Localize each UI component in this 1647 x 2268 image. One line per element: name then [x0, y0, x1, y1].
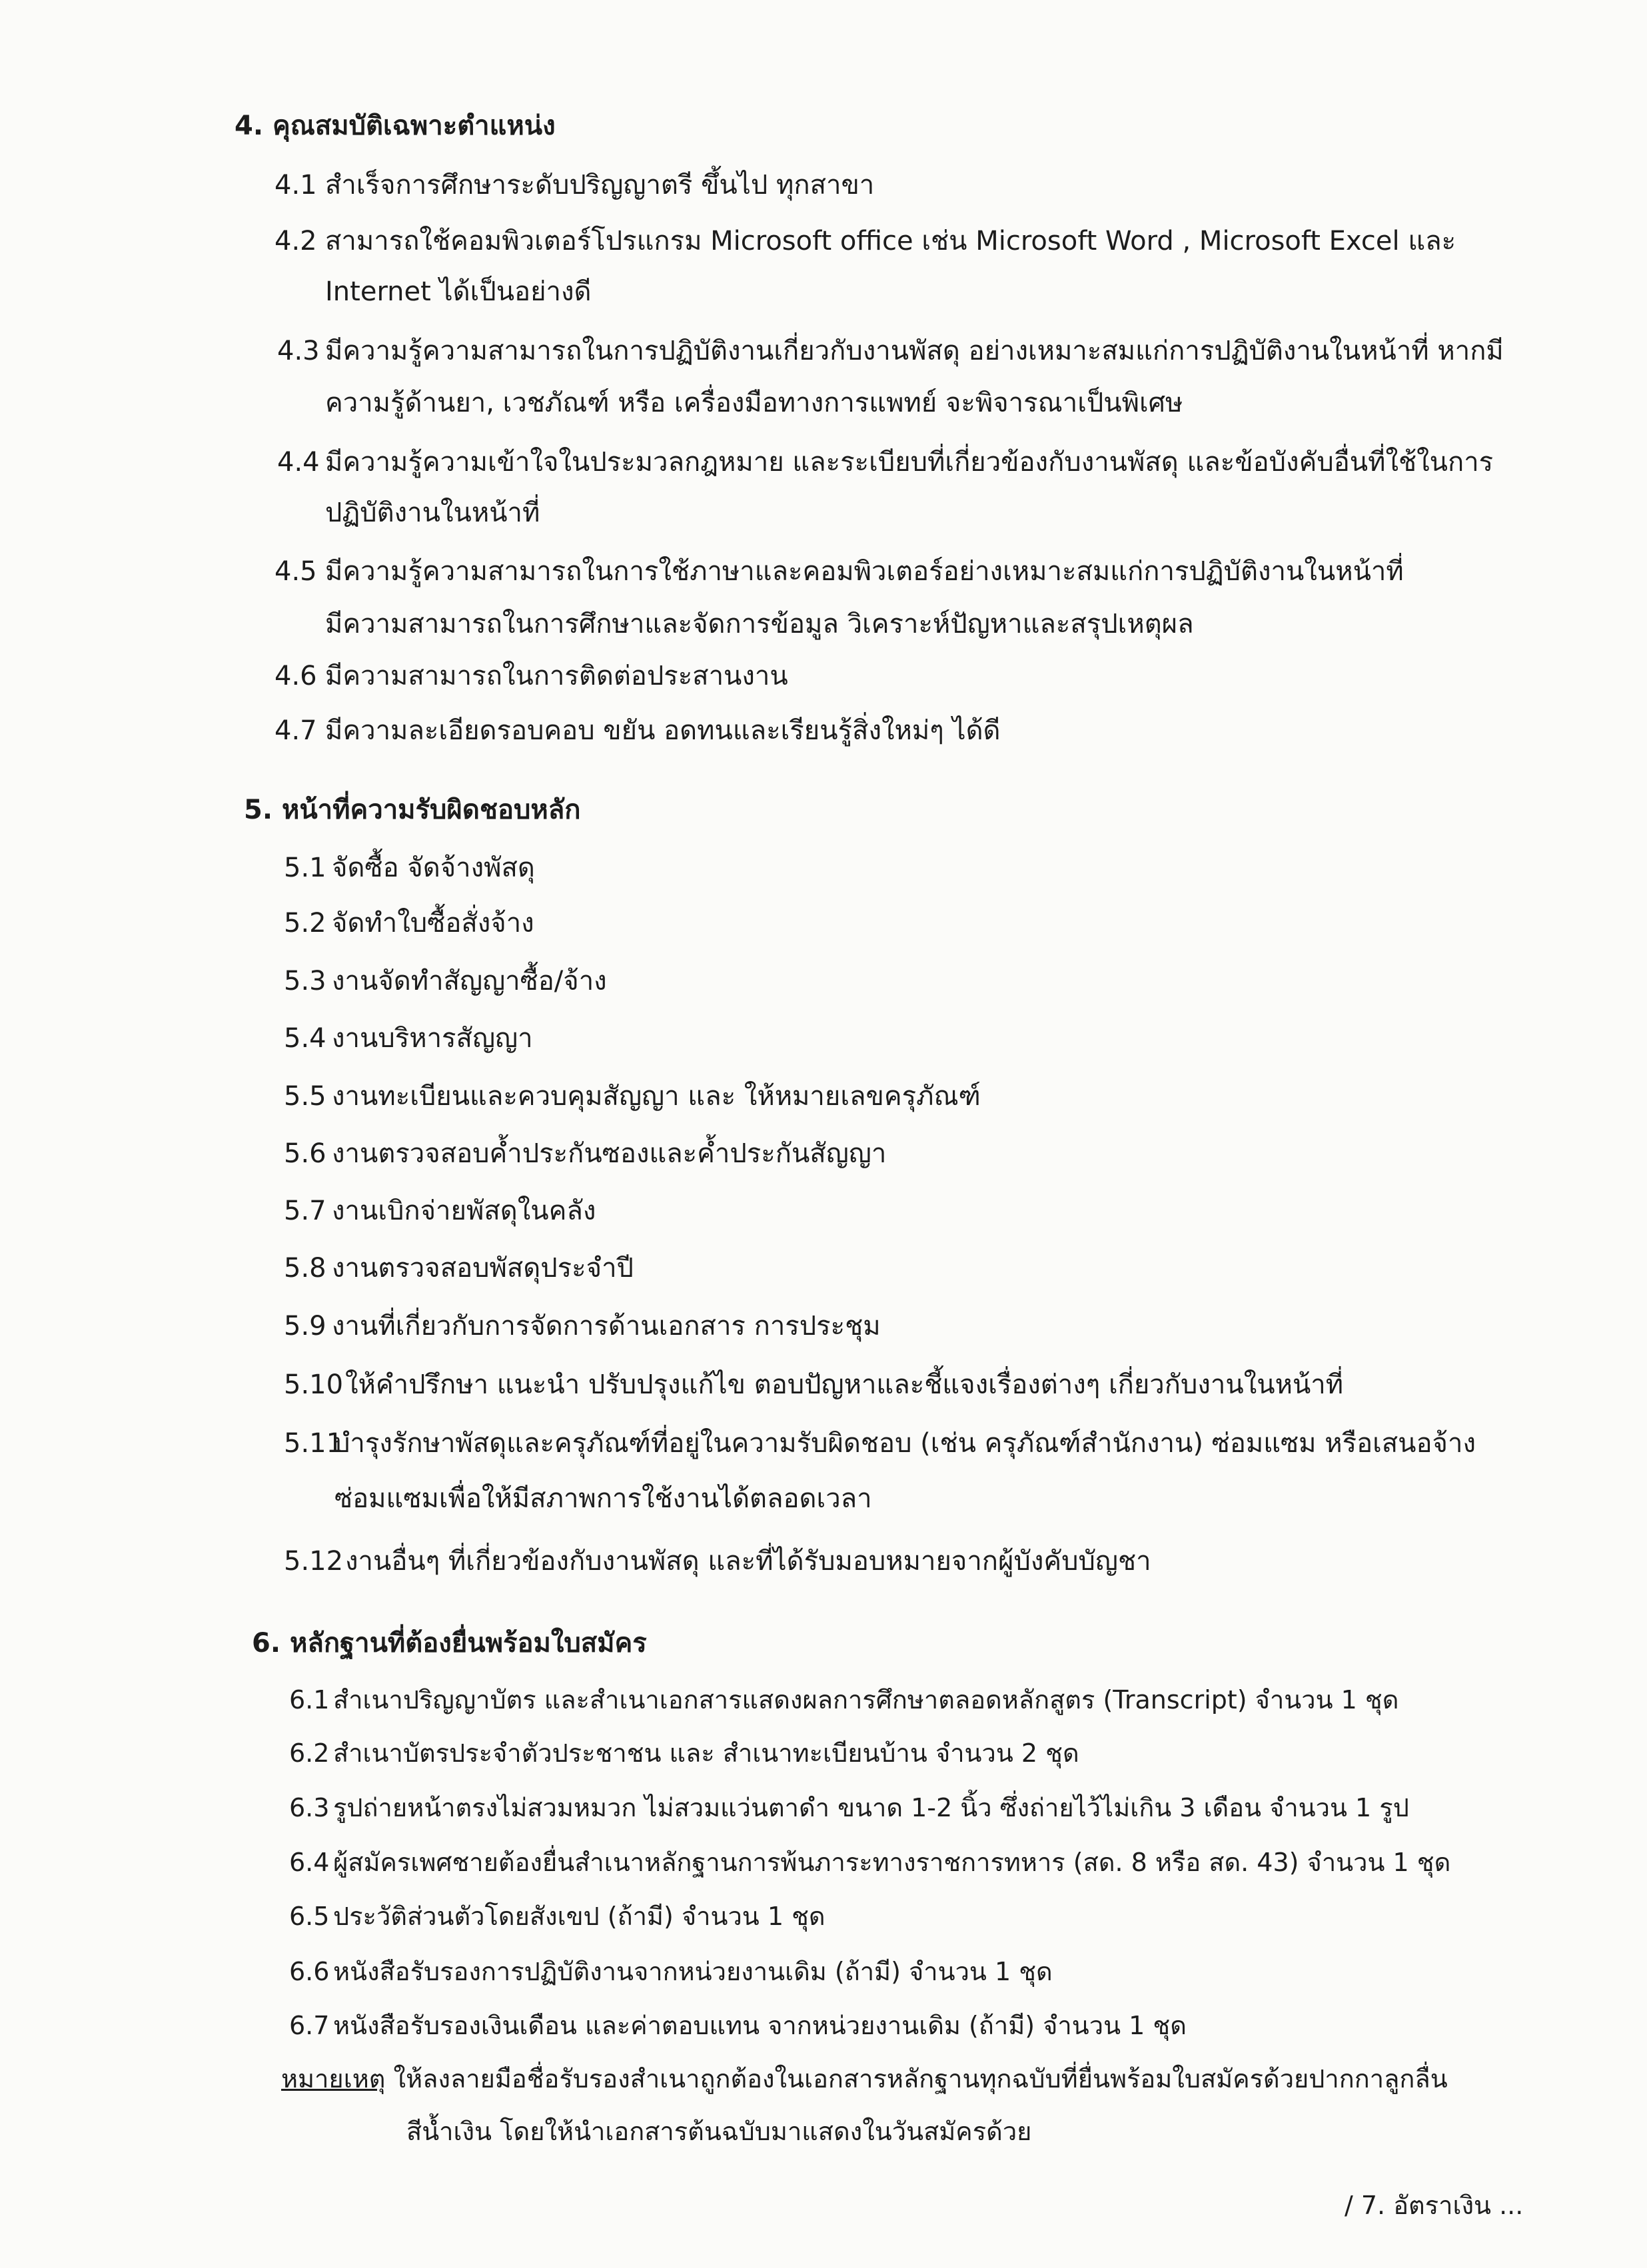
item-number: 6.1: [289, 1685, 330, 1714]
item-4-7: [274, 715, 1001, 747]
item-number: 5.10: [284, 1369, 344, 1400]
item-number: 4.2: [274, 226, 317, 256]
section-5-heading: 5. หน้าที่ความรับผิดชอบหลัก: [244, 795, 581, 825]
item-number: 4.3: [277, 336, 320, 366]
item-5-5: [284, 1080, 981, 1112]
item-text: งานอื่นๆ ที่เกี่ยวข้องกับงานพัสดุ และที่ได้รับมอบหมายจากผู้บังคับบัญชา: [345, 1546, 1151, 1577]
item-4-3-cont: ความรู้ด้านยา, เวชภัณฑ์ หรือ เครื่องมือทางการแพทย์ จะพิจารณาเป็นพิเศษ: [325, 388, 1183, 418]
item-text: งานที่เกี่ยวกับการจัดการด้านเอกสาร การประชุม: [332, 1311, 881, 1341]
item-4-6: [274, 660, 788, 692]
item-number: 4.6: [274, 661, 317, 691]
item-4-3: [277, 335, 1504, 367]
item-text: จัดทำใบซื้อสั่งจ้าง: [332, 908, 534, 939]
item-number: 4.4: [277, 447, 320, 478]
item-number: 5.5: [284, 1081, 326, 1112]
item-number: 5.4: [284, 1023, 326, 1054]
item-text: หนังสือรับรองการปฏิบัติงานจากหน่วยงานเดิม (ถ้ามี) จำนวน 1 ชุด: [333, 1957, 1053, 1986]
item-number: 5.9: [284, 1311, 326, 1341]
item-5-3: [284, 965, 607, 997]
item-4-1: [274, 169, 874, 201]
item-number: 5.1: [284, 853, 326, 883]
item-text: ผู้สมัครเพศชายต้องยื่นสำเนาหลักฐานการพ้นภาระทางราชการทหาร (สด. 8 หรือ สด. 43) จำนวน 1 ชุด: [333, 1848, 1451, 1877]
item-5-11: [284, 1427, 1476, 1459]
item-text: งานบริหารสัญญา: [332, 1023, 533, 1054]
item-number: 6.6: [289, 1957, 330, 1986]
item-text: งานเบิกจ่ายพัสดุในคลัง: [332, 1196, 596, 1226]
item-text: มีความละเอียดรอบคอบ ขยัน อดทนและเรียนรู้สิ่งใหม่ๆ ได้ดี: [325, 715, 1001, 746]
item-text: สำเนาปริญญาบัตร และสำเนาเอกสารแสดงผลการศึกษาตลอดหลักสูตร (Transcript) จำนวน 1 ชุด: [333, 1685, 1399, 1714]
item-number: 5.3: [284, 966, 326, 996]
note-text: ให้ลงลายมือชื่อรับรองสำเนาถูกต้องในเอกสารหลักฐานทุกฉบับที่ยื่นพร้อมใบสมัครด้วยปากกาลูกลื่น: [393, 2064, 1448, 2093]
item-text: มีความรู้ความเข้าใจในประมวลกฎหมาย และระเบียบที่เกี่ยวข้องกับงานพัสดุ และข้อบังคับอื่นที่ใช้ในการ: [325, 447, 1494, 478]
item-4-4-cont: ปฏิบัติงานในหน้าที่: [325, 498, 540, 528]
note: [281, 2063, 1448, 2095]
item-text: ประวัติส่วนตัวโดยสังเขป (ถ้ามี) จำนวน 1 ชุด: [333, 1902, 825, 1931]
item-6-1: [289, 1684, 1398, 1716]
item-text: หนังสือรับรองเงินเดือน และค่าตอบแทน จากหน่วยงานเดิม (ถ้ามี) จำนวน 1 ชุด: [333, 2011, 1187, 2040]
note-cont: สีน้ำเงิน โดยให้นำเอกสารต้นฉบับมาแสดงในวันสมัครด้วย: [406, 2117, 1032, 2146]
item-5-2: [284, 907, 534, 939]
item-5-6: [284, 1138, 886, 1170]
item-text: สำเร็จการศึกษาระดับปริญญาตรี ขึ้นไป ทุกสาขา: [325, 170, 875, 200]
item-5-11-cont: ซ่อมแซมเพื่อให้มีสภาพการใช้งานได้ตลอดเวลา: [334, 1483, 872, 1514]
item-6-6: [289, 1956, 1053, 1988]
item-5-7: [284, 1195, 596, 1227]
item-text: สามารถใช้คอมพิวเตอร์โปรแกรม Microsoft office เช่น Microsoft Word , Microsoft Excel และ: [325, 226, 1456, 256]
item-text: จัดซื้อ จัดจ้างพัสดุ: [332, 853, 535, 883]
item-6-4: [289, 1846, 1450, 1878]
item-number: 5.12: [284, 1546, 344, 1577]
item-4-2-cont: Internet ได้เป็นอย่างดี: [325, 276, 592, 307]
item-4-5-cont: มีความสามารถในการศึกษาและจัดการข้อมูล วิเคราะห์ปัญหาและสรุปเหตุผล: [325, 609, 1194, 639]
item-number: 6.5: [289, 1902, 330, 1931]
continuation-footer: / 7. อัตราเงิน ...: [1345, 2191, 1524, 2220]
item-text: ให้คำปรึกษา แนะนำ ปรับปรุงแก้ไข ตอบปัญหาและชี้แจงเรื่องต่างๆ เกี่ยวกับงานในหน้าที่: [345, 1369, 1344, 1400]
item-number: 6.7: [289, 2011, 330, 2040]
item-4-2: [274, 225, 1456, 257]
item-text: สำเนาบัตรประจำตัวประชาชน และ สำเนาทะเบียนบ้าน จำนวน 2 ชุด: [333, 1738, 1079, 1768]
item-number: 5.7: [284, 1196, 326, 1226]
item-text: รูปถ่ายหน้าตรงไม่สวมหมวก ไม่สวมแว่นตาดำ ขนาด 1-2 นิ้ว ซึ่งถ่ายไว้ไม่เกิน 3 เดือน จำนวน 1 รูป: [333, 1793, 1409, 1822]
item-number: 4.7: [274, 715, 317, 746]
item-text: บำรุงรักษาพัสดุและครุภัณฑ์ที่อยู่ในความรับผิดชอบ (เช่น ครุภัณฑ์สำนักงาน) ซ่อมแซม หรือเสนอจ้าง: [333, 1428, 1476, 1459]
item-number: 5.11: [284, 1428, 344, 1459]
item-number: 4.1: [274, 170, 317, 200]
item-text: งานจัดทำสัญญาซื้อ/จ้าง: [332, 966, 607, 996]
item-6-3: [289, 1792, 1409, 1824]
item-number: 6.2: [289, 1738, 330, 1768]
item-number: 6.3: [289, 1793, 330, 1822]
item-5-10: [284, 1369, 1343, 1401]
item-text: งานทะเบียนและควบคุมสัญญา และ ให้หมายเลขครุภัณฑ์: [332, 1081, 981, 1112]
item-6-7: [289, 2010, 1187, 2042]
section-6-heading: 6. หลักฐานที่ต้องยื่นพร้อมใบสมัคร: [252, 1628, 647, 1659]
item-text: มีความสามารถในการติดต่อประสานงาน: [325, 661, 788, 691]
item-5-8: [284, 1252, 634, 1284]
item-5-12: [284, 1545, 1151, 1577]
item-text: มีความรู้ความสามารถในการปฏิบัติงานเกี่ยวกับงานพัสดุ อย่างเหมาะสมแก่การปฏิบัติงานในหน้าที่ หากมี: [325, 336, 1504, 366]
item-6-2: [289, 1737, 1079, 1769]
item-6-5: [289, 1900, 825, 1932]
item-number: 6.4: [289, 1848, 330, 1877]
item-4-5: [274, 556, 1404, 587]
item-number: 5.2: [284, 908, 326, 939]
item-5-9: [284, 1310, 881, 1342]
item-5-1: [284, 852, 535, 884]
item-text: งานตรวจสอบค้ำประกันซองและค้ำประกันสัญญา: [332, 1138, 887, 1169]
section-4-heading: 4. คุณสมบัติเฉพาะตำแหน่ง: [235, 111, 556, 141]
item-number: 4.5: [274, 556, 317, 587]
item-5-4: [284, 1022, 533, 1054]
item-text: งานตรวจสอบพัสดุประจำปี: [332, 1253, 634, 1284]
item-text: มีความรู้ความสามารถในการใช้ภาษาและคอมพิวเตอร์อย่างเหมาะสมแก่การปฏิบัติงานในหน้าที่: [325, 556, 1404, 587]
item-number: 5.8: [284, 1253, 326, 1284]
item-number: 5.6: [284, 1138, 326, 1169]
note-label: หมายเหตุ: [281, 2064, 386, 2093]
item-4-4: [277, 446, 1493, 478]
